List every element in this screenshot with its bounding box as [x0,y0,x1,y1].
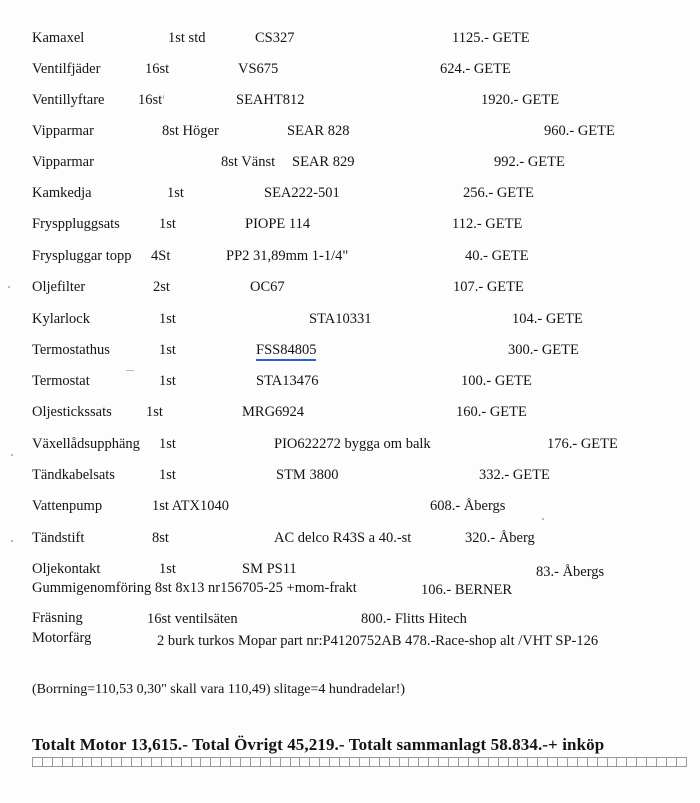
item-price: 332.- GETE [479,467,550,483]
item-qty: 16st [145,61,170,77]
artifact-box [438,757,448,767]
item-name: Kamaxel [32,30,85,46]
item-name: Termostathus [32,342,110,358]
artifact-box [389,757,399,767]
artifact-box [240,757,250,767]
artifact-box [111,757,121,767]
artifact-box [369,757,379,767]
item-qty: 1st [159,216,176,232]
artifact-box [379,757,389,767]
item-price: 104.- GETE [512,311,583,327]
artifact-box [52,757,62,767]
item-name: Frysppluggsats [32,216,120,232]
item-part: SEAR 828 [287,123,350,139]
item-price: 960.- GETE [544,123,615,139]
item-name: Oljestickssats [32,404,112,420]
item-part: STA13476 [256,373,319,389]
item-name: Oljekontakt [32,561,101,577]
artifact-box [42,757,52,767]
item-part: PIOPE 114 [245,216,311,232]
item-part: PIO622272 bygga om balk [274,436,431,452]
artifact-box [607,757,617,767]
item-part: OC67 [250,279,285,295]
artifact-box [399,757,409,767]
artifact-box [260,757,270,767]
artifact-box [587,757,597,767]
artifact-box [82,757,92,767]
item-qty: 1st [167,185,184,201]
item-qty: 1st ATX1040 [152,498,229,514]
item-qty: 8st [152,530,169,546]
artifact-box [32,757,42,767]
item-part: MRG6924 [242,404,305,420]
artifact-box [319,757,329,767]
item-name: Ventillyftare [32,92,105,108]
item-qty: 2 burk turkos Mopar part nr:P4120752AB 478.-Race-shop alt /VHT SP-126 [157,633,599,649]
scan-speck [163,95,164,99]
item-part: STM 3800 [276,467,339,483]
item-qty: 4St [151,248,171,264]
item-name: Motorfärg [32,630,92,646]
artifact-box [329,757,339,767]
item-price: 1125.- GETE [452,30,530,46]
item-part: PP2 31,89mm 1-1/4" [226,248,349,264]
item-name: Vipparmar [32,154,94,170]
item-price: 800.- Flitts Hitech [361,611,467,627]
item-qty: 1st std [168,30,206,46]
item-qty: 16st ventilsäten [147,611,238,627]
item-name: Tändkabelsats [32,467,115,483]
artifact-box [557,757,567,767]
artifact-box [567,757,577,767]
artifact-box [210,757,220,767]
item-name: Termostat [32,373,90,389]
borrning-note: (Borrning=110,53 0,30" skall vara 110,49) slitage=4 hundradelar!) [32,682,406,697]
item-qty: 16st [138,92,163,108]
artifact-box [508,757,518,767]
artifact-box [270,757,280,767]
item-price: 112.- GETE [452,216,523,232]
item-price: 107.- GETE [453,279,524,295]
item-name: Fryspluggar topp [32,248,132,264]
item-part: AC delco R43S a 40.-st [274,530,412,546]
artifact-box [646,757,656,767]
item-price: 106.- BERNER [421,582,513,598]
artifact-box [151,757,161,767]
item-name: Gummigenomföring 8st 8x13 nr156705-25 +mom-frakt [32,580,357,596]
artifact-box [62,757,72,767]
item-name: Ventilfjäder [32,61,101,77]
artifact-box [200,757,210,767]
item-qty: 1st [159,373,176,389]
item-name: Vattenpump [32,498,103,514]
scan-speck [11,540,13,542]
artifact-box [626,757,636,767]
item-price: 160.- GETE [456,404,527,420]
item-part: CS327 [255,30,295,46]
artifact-box [141,757,151,767]
artifact-box [577,757,587,767]
artifact-box [408,757,418,767]
scan-speck [11,454,13,456]
artifact-box [171,757,181,767]
artifact-box [359,757,369,767]
artifact-box [448,757,458,767]
item-part: SEAHT812 [236,92,305,108]
artifact-box [616,757,626,767]
item-price: 300.- GETE [508,342,579,358]
artifact-box [72,757,82,767]
item-qty: 2st [153,279,170,295]
artifact-box [478,757,488,767]
item-qty: 1st [159,561,176,577]
totals-line: Totalt Motor 13,615.- Total Övrigt 45,219.- Totalt sammanlagt 58.834.-+ inköp [32,735,605,754]
artifact-box [537,757,547,767]
scan-speck [126,370,134,371]
item-qty: 1st [159,467,176,483]
scan-speck [8,286,10,288]
item-name: Fräsning [32,610,83,626]
item-qty: 1st [146,404,163,420]
item-price: 1920.- GETE [481,92,560,108]
item-name: Tändstift [32,530,85,546]
artifact-box [666,757,676,767]
artifact-box [220,757,230,767]
item-qty: 1st [159,436,176,452]
artifact-box [131,757,141,767]
artifact-box [517,757,527,767]
scan-artifact-strip [32,757,687,767]
part-number-link[interactable]: FSS84805 [256,342,316,361]
artifact-box [191,757,201,767]
item-price: 624.- GETE [440,61,511,77]
item-qty: 8st Vänst [221,154,276,170]
item-price: 320.- Åberg [465,530,535,546]
item-qty: 8st Höger [162,123,219,139]
item-name: Oljefilter [32,279,86,295]
item-name: Kylarlock [32,311,90,327]
artifact-box [250,757,260,767]
artifact-box [339,757,349,767]
item-part: VS675 [238,61,279,77]
artifact-box [547,757,557,767]
artifact-box [418,757,428,767]
artifact-box [597,757,607,767]
artifact-box [349,757,359,767]
artifact-box [181,757,191,767]
artifact-box [280,757,290,767]
item-part: SM PS11 [242,561,297,577]
artifact-box [676,757,687,767]
artifact-box [527,757,537,767]
artifact-box [230,757,240,767]
scan-speck [542,518,544,520]
item-price: 608.- Åbergs [430,498,506,514]
item-name: Vipparmar [32,123,94,139]
item-qty: 1st [159,311,176,327]
artifact-box [498,757,508,767]
item-name: Kamkedja [32,185,92,201]
artifact-box [468,757,478,767]
item-part: SEA222-501 [264,185,340,201]
item-price: 176.- GETE [547,436,618,452]
artifact-box [161,757,171,767]
item-price: 83.- Åbergs [536,564,605,580]
item-part: SEAR 829 [292,154,355,170]
item-price: 992.- GETE [494,154,565,170]
item-name: Växellådsupphäng [32,436,140,452]
item-price: 40.- GETE [465,248,529,264]
artifact-box [656,757,666,767]
artifact-box [290,757,300,767]
artifact-box [428,757,438,767]
item-qty: 1st [159,342,176,358]
artifact-box [309,757,319,767]
artifact-box [488,757,498,767]
artifact-box [458,757,468,767]
artifact-box [121,757,131,767]
item-price: 100.- GETE [461,373,532,389]
item-price: 256.- GETE [463,185,534,201]
item-part: STA10331 [309,311,372,327]
artifact-box [91,757,101,767]
artifact-box [101,757,111,767]
artifact-box [299,757,309,767]
artifact-box [636,757,646,767]
